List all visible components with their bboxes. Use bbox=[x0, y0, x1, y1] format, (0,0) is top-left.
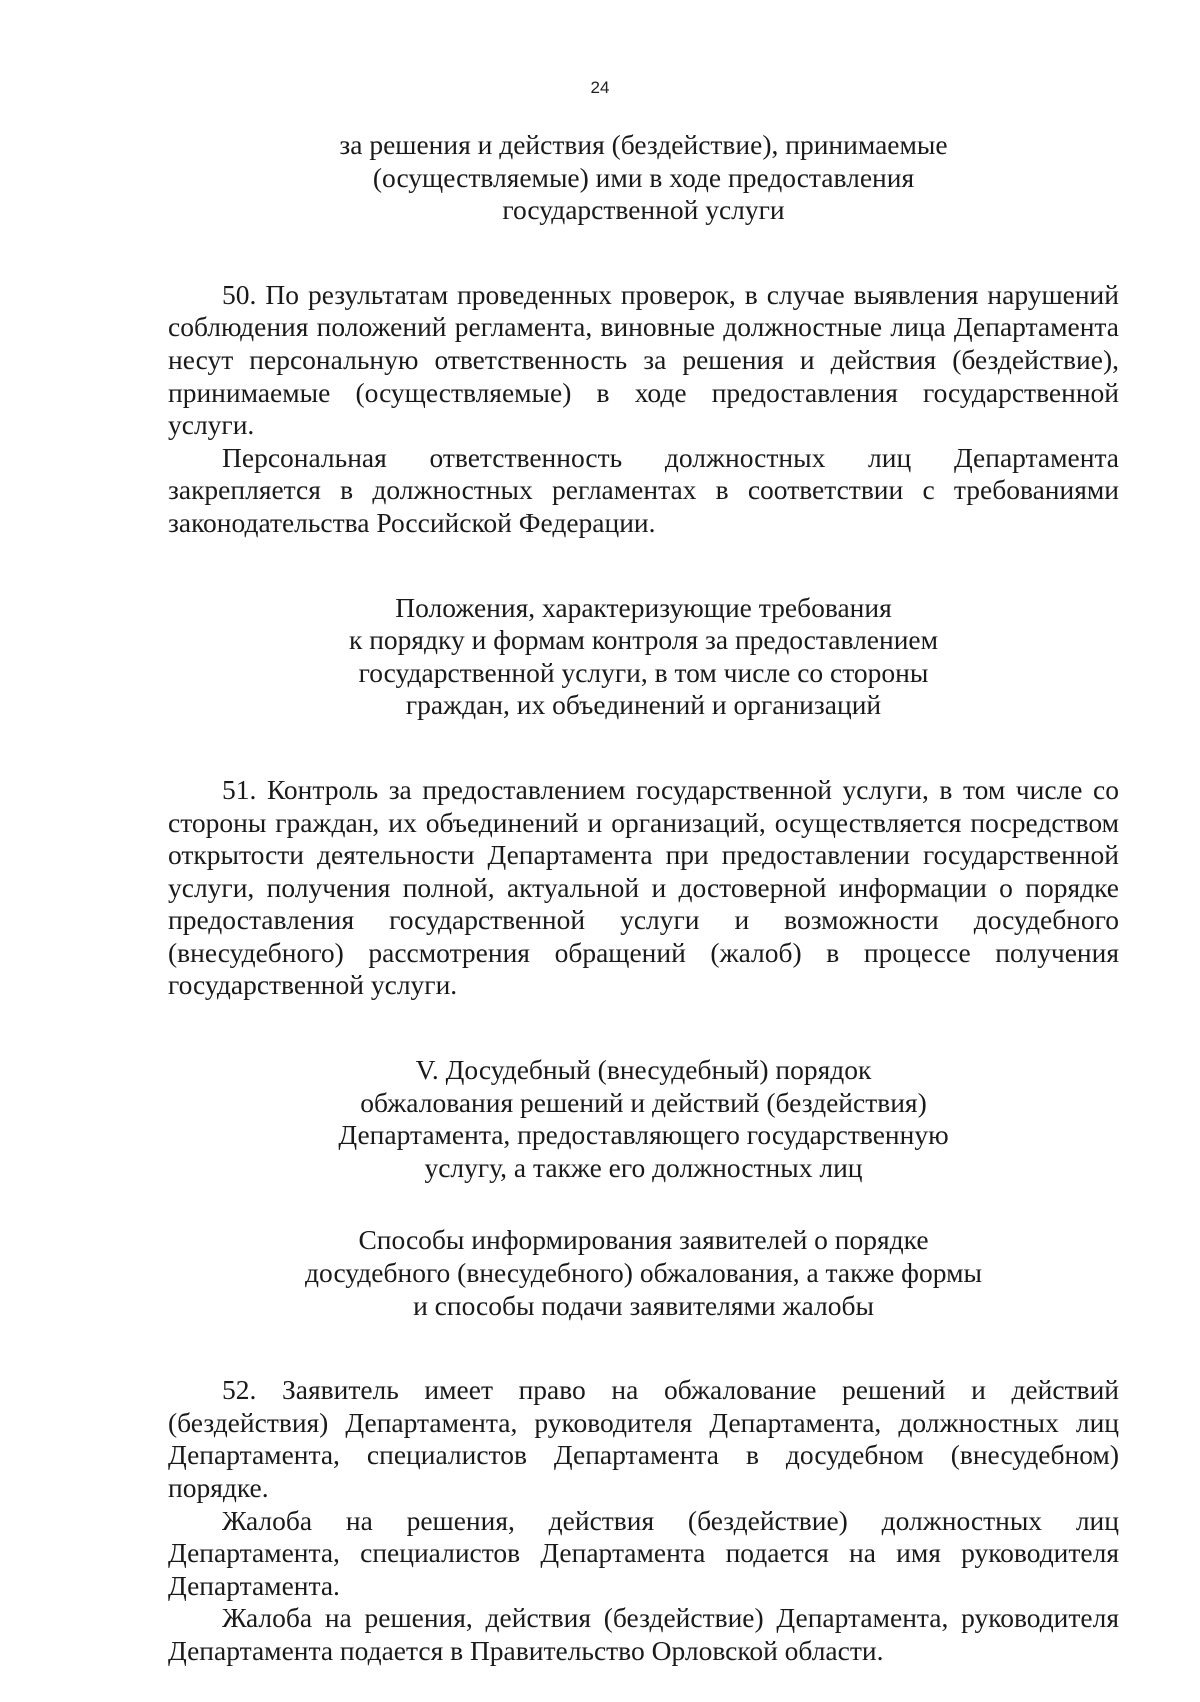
heading-line: услугу, а также его должностных лиц bbox=[424, 1151, 863, 1183]
heading-control-requirements bbox=[168, 592, 1119, 722]
heading-line: государственной услуги bbox=[502, 194, 785, 226]
heading-section-v bbox=[168, 1054, 1119, 1184]
heading-line: Департамента, предоставляющего государственную bbox=[338, 1119, 949, 1151]
heading-informing-methods bbox=[168, 1224, 1119, 1322]
heading-line: досудебного (внесудебного) обжалования, а также формы bbox=[305, 1257, 982, 1289]
heading-line: к порядку и формам контроля за предоставлением bbox=[348, 624, 939, 656]
document-body bbox=[168, 129, 1119, 1668]
heading-responsibility-continued bbox=[168, 129, 1119, 227]
heading-line: (осуществляемые) ими в ходе предоставления bbox=[372, 161, 915, 193]
paragraph-52: 52. Заявитель имеет право на обжалование решений и действий (бездействия) Департамента, руководителя Департамента, должностных лиц Департамента, специалистов Департамента в досудебном (внесудебном) порядке. bbox=[168, 1374, 1119, 1503]
paragraph-52-complaint-officials: Жалоба на решения, действия (бездействие) должностных лиц Департамента, специалистов Департамента подается на имя руководителя Департамента. bbox=[168, 1504, 1119, 1601]
paragraph-50-personal-responsibility: Персональная ответственность должностных лиц Департамента закрепляется в должностных регламентах в соответствии с требованиями законодательства Российской Федерации. bbox=[168, 441, 1119, 538]
page-number: 24 bbox=[590, 78, 610, 97]
heading-line: государственной услуги, в том числе со стороны bbox=[358, 656, 929, 688]
heading-line: обжалования решений и действий (бездействия) bbox=[360, 1086, 927, 1118]
paragraph-50: 50. По результатам проведенных проверок, в случае выявления нарушений соблюдения положений регламента, виновные должностные лица Департамента несут персональную ответственность за решения и действия (бездействие), принимаемые (осуществляемые) в ходе предоставления государственной услуги. bbox=[168, 278, 1119, 441]
heading-line: Положения, характеризующие требования bbox=[395, 591, 892, 623]
heading-line: V. Досудебный (внесудебный) порядок bbox=[415, 1054, 872, 1086]
heading-line: и способы подачи заявителями жалобы bbox=[413, 1289, 874, 1321]
paragraph-51: 51. Контроль за предоставлением государственной услуги, в том числе со стороны граждан, их объединений и организаций, осуществляется посредством открытости деятельности Департамента при предоставлении государственной услуги, получения полной, актуальной и достоверной информации о порядке предоставления государственной услуги и возможности досудебного (внесудебного) рассмотрения обращений (жалоб) в процессе получения государственной услуги. bbox=[168, 773, 1119, 1001]
paragraph-52-complaint-department: Жалоба на решения, действия (бездействие) Департамента, руководителя Департамента подается в Правительство Орловской области. bbox=[168, 1602, 1119, 1666]
heading-line: Способы информирования заявителей о порядке bbox=[358, 1224, 929, 1256]
heading-line: граждан, их объединений и организаций bbox=[405, 689, 882, 721]
heading-line: за решения и действия (бездействие), принимаемые bbox=[339, 129, 948, 160]
